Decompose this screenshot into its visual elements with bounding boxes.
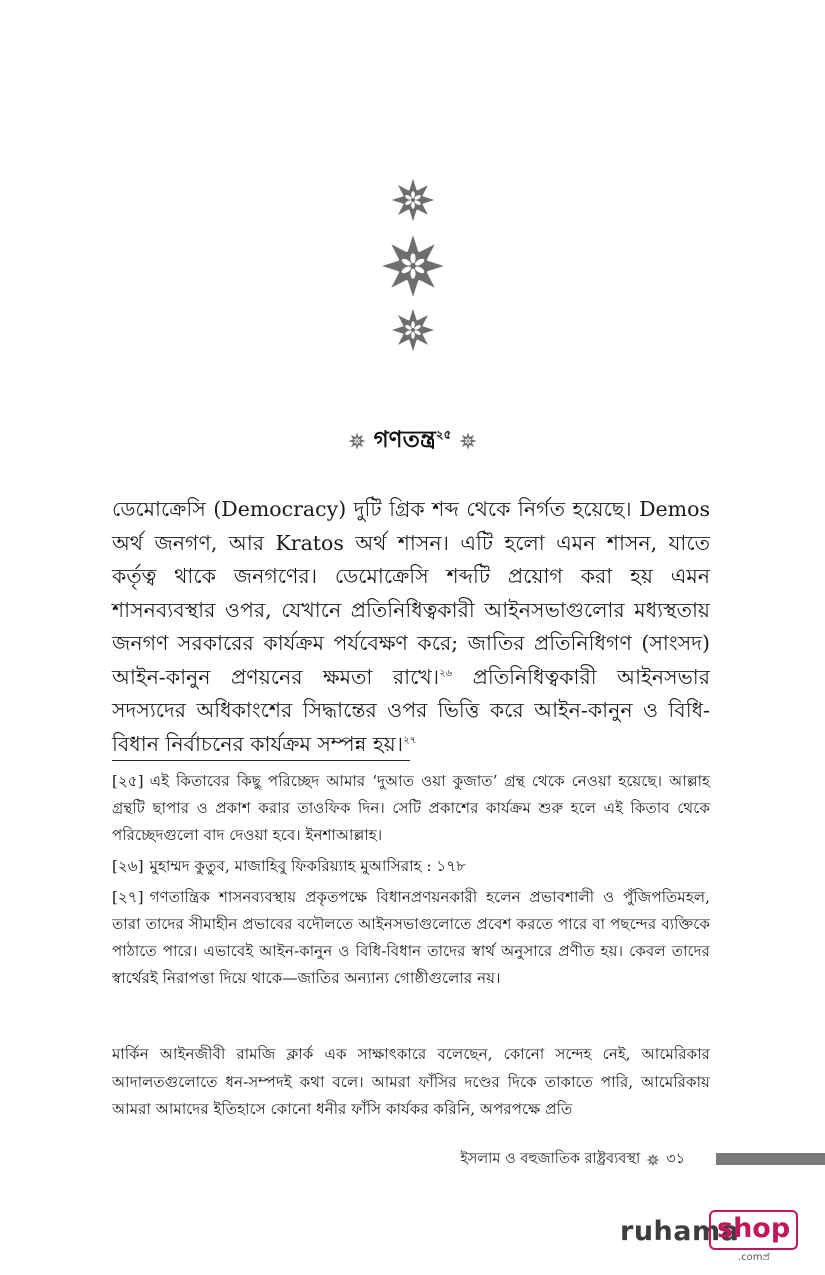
logo-word: ruhama [620, 1216, 740, 1247]
footnote-number: [২৬] [112, 857, 144, 875]
footnote-divider [112, 760, 410, 761]
footer-label [460, 1148, 685, 1172]
publisher-logo [620, 1210, 800, 1263]
footnote-text: মুহাম্মদ কুতুব, মাজাহিবু ফিকরিয়্যাহ মুআসিরাহ : ১৭৮ [149, 857, 467, 875]
flower-ornament-icon [348, 432, 366, 450]
footnote-item [112, 768, 710, 849]
footnote-ref[interactable]: ২৬ [439, 667, 453, 679]
logo-sub: .comপ্র [738, 1252, 771, 1263]
footnote-text: গণতান্ত্রিক শাসনব্যবস্থায় প্রকৃতপক্ষে বিধানপ্রণয়নকারী হলেন প্রভাবশালী ও পুঁজিপতিমহল, তারা তাদের সীমাহীন প্রভাবের বদৌলতে আইনসভাগুলোতে প্রবেশ করতে পারে বা পছন্দের ব্যক্তিকে পাঠাতে পারে। এভাবেই আইন-কানুন ও বিধি-বিধান তাদের স্বার্থ অনুসারে প্রণীত হয়। কেবল তাদের স্বার্থেরই নিরাপত্তা দিয়ে থাকে—জাতির অন্যান্য গোষ্ঠীগুলোর নয়। [112, 888, 710, 987]
footnote-number: [২৫] [112, 772, 144, 790]
logo-box: shop [709, 1210, 798, 1250]
flower-ornament-icon [391, 308, 435, 352]
chapter-heading [0, 421, 825, 460]
footnote-ref[interactable]: ২৭ [403, 734, 417, 746]
footnote-text: এই কিতাবের কিছু পরিচ্ছেদ আমার ‘দুআত ওয়া কুজাত’ গ্রন্থ থেকে নেওয়া হয়েছে। আল্লাহ গ্রন্থটি ছাপার ও প্রকাশ করার তাওফিক দিন। সেটি প্রকাশের কার্যক্রম শুরু হলে এই কিতাব থেকে পরিচ্ছেদগুলো বাদ দেওয়া হবে। ইনশাআল্লাহ। [112, 772, 710, 844]
flower-ornament-icon [391, 178, 435, 222]
body-paragraph: ডেমোক্রেসি (Democracy) দুটি গ্রিক শব্দ থেকে নির্গত হয়েছে। Demos অর্থ জনগণ, আর Kratos অর্থ শাসন। এটি হলো এমন শাসন, যাতে কর্তৃত্ব থাকে জনগণের। ডেমোক্রেসি শব্দটি প্রয়োগ করা হয় এমন শাসনব্যবস্থার ওপর, যেখানে প্রতিনিধিত্বকারী আইনসভাগুলোর মধ্যস্থতায় জনগণ সরকারের কার্যক্রম পর্যবেক্ষণ করে; জাতির প্রতিনিধিগণ (সাংসদ) আইন-কানুন প্রণয়নের ক্ষমতা রাখে।$^{২৬}$ প্রতিনিধিত্বকারী আইনসভার সদস্যদের অধিকাংশের সিদ্ধান্তের ওপর ভিত্তি করে আইন-কানুন ও বিধি-বিধান নির্বাচনের কার্যক্রম সম্পন্ন হয়।$^{২৭}$ [112, 497, 710, 756]
running-footer [0, 1148, 825, 1172]
flower-ornament-icon [459, 432, 477, 450]
footnotes [112, 768, 710, 996]
footnote-ref[interactable]: ২৫ [435, 427, 452, 442]
footnote-continuation: মার্কিন আইনজীবী রামজি ক্লার্ক এক সাক্ষাৎকারে বলেছেন, কোনো সন্দেহ নেই, আমেরিকার আদালতগুলোতে ধন-সম্পদই কথা বলে। আমরা ফাঁসির দণ্ডের দিকে তাকাতে পারি, আমেরিকায় আমরা আমাদের ইতিহাসে কোনো ধনীর ফাঁসি কার্যকর করিনি, অপরপক্ষে প্রতি [112, 1045, 710, 1118]
chapter-title: গণতন্ত্র$^{২৫}$ [373, 427, 452, 453]
footnote-number: [২৭] [112, 888, 144, 906]
footnote-item [112, 853, 710, 880]
footnote-item [112, 884, 710, 992]
footer-bar [716, 1153, 825, 1165]
flower-ornament-icon [646, 1153, 660, 1167]
book-title: ইসলাম ও বহুজাতিক রাষ্ট্রব্যবস্থা [460, 1151, 641, 1167]
flower-ornament-icon [381, 234, 445, 298]
ornament-group [0, 178, 825, 358]
page-number: ৩১ [666, 1151, 685, 1167]
